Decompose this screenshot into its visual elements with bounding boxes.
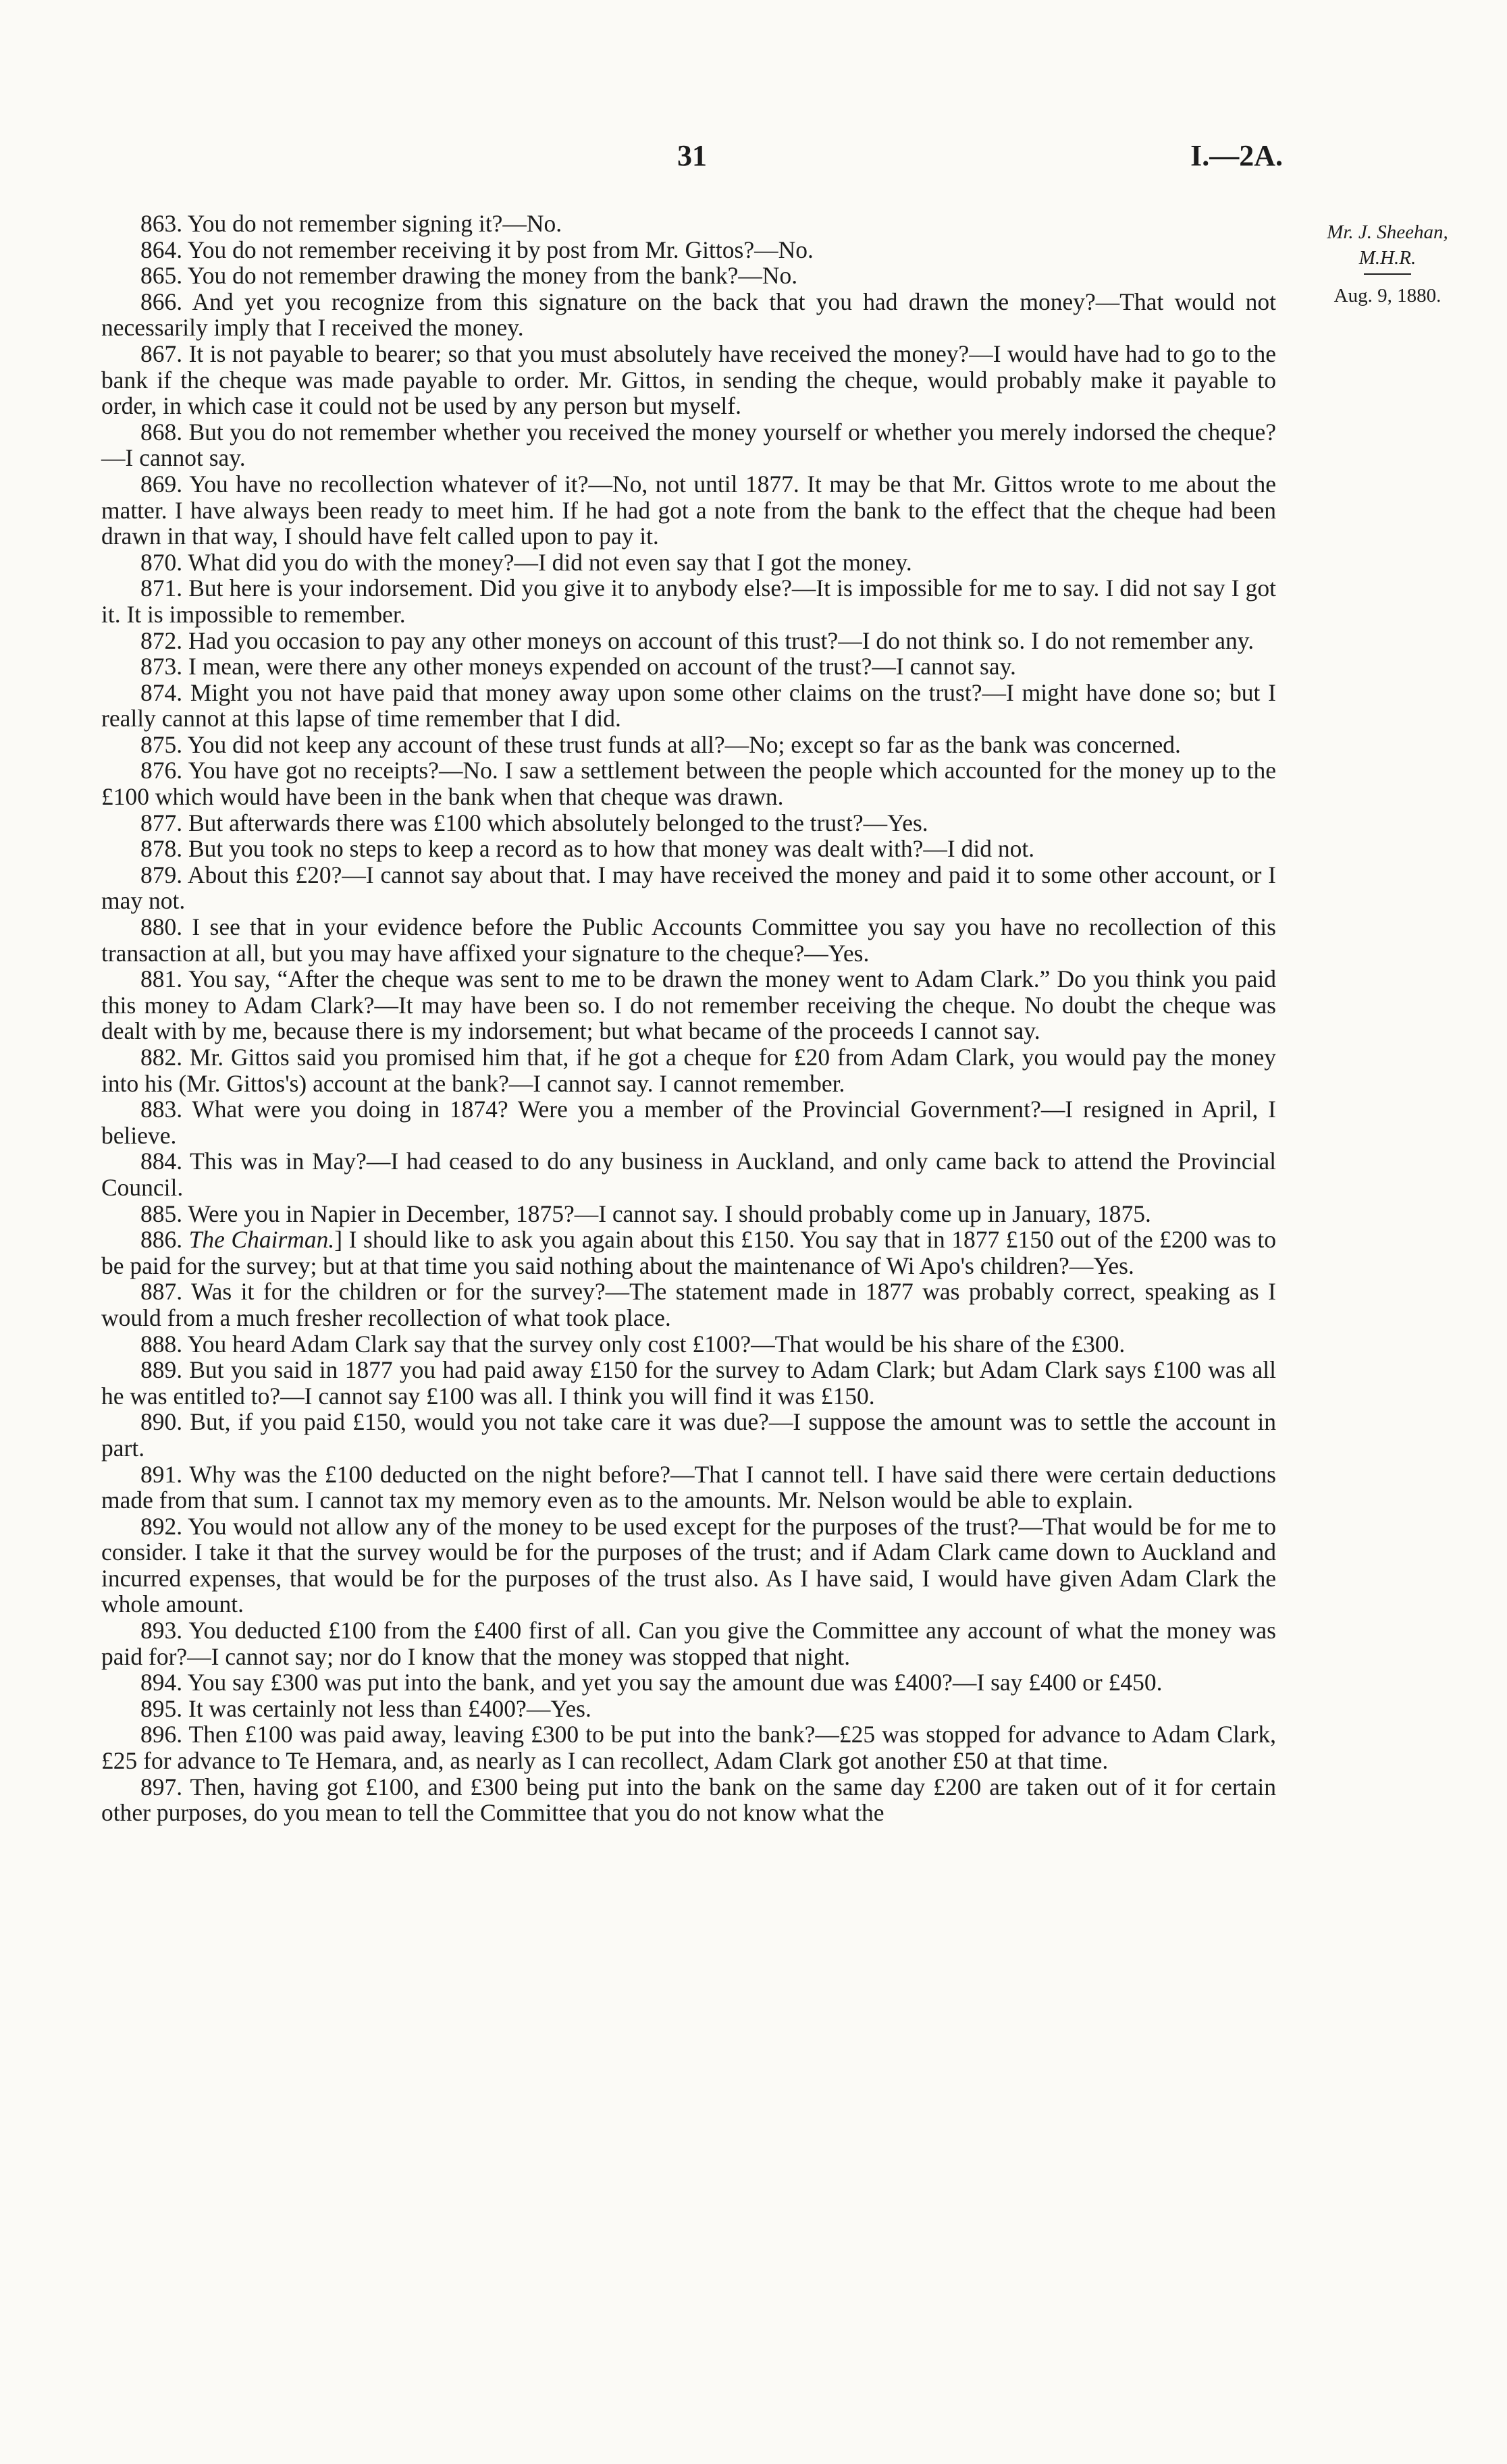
paragraph-893: 893. You deducted £100 from the £400 first of all. Can you give the Committee any account of what the money was paid for?—I cannot say; nor do I know that the money was stopped that night.: [101, 1617, 1276, 1670]
paragraph-882: 882. Mr. Gittos said you promised him that, if he got a cheque for £20 from Adam Clark, you would pay the money into his (Mr. Gittos's) account at the bank?—I cannot say. I cannot remember.: [101, 1044, 1276, 1097]
paragraph-880: 880. I see that in your evidence before the Public Accounts Committee you say you have no recollection of this transaction at all, but you may have affixed your signature to the cheque?—Yes.: [101, 913, 1276, 967]
body-text: [101, 211, 1276, 1826]
paragraph-881: 881. You say, “After the cheque was sent to me to be drawn the money went to Adam Clark.” Do you think you paid this money to Adam Clark?—It may have been so. I do not remember receiving the cheque. No doubt the cheque was dealt with by me, because there is my indorsement; but what became of the proceeds I cannot say.: [101, 965, 1276, 1045]
paragraph-886-text: ] I should like to ask you again about this £150. You say that in 1877 £150 out of the £200 was to be paid for the survey; but at that time you said nothing about the maintenance of Wi Apo's children?—Yes.: [101, 1226, 1276, 1279]
paragraph-867: 867. It is not payable to bearer; so that you must absolutely have received the money?—I would have had to go to the bank if the cheque was made payable to order. Mr. Gittos, in sending the cheque, would probably make it payable to order, in which case it could not be used by any person but myself.: [101, 340, 1276, 420]
paragraph-864: 864. You do not remember receiving it by post from Mr. Gittos?—No.: [140, 236, 814, 263]
paragraph-878: 878. But you took no steps to keep a record as to how that money was dealt with?—I did not.: [140, 835, 1035, 863]
margin-rule: [1364, 273, 1411, 275]
paragraph-887: 887. Was it for the children or for the survey?—The statement made in 1877 was probably correct, speaking as I would from a much fresher recollection of what took place.: [101, 1278, 1276, 1331]
paragraph-884: 884. This was in May?—I had ceased to do any business in Auckland, and only came back to attend the Provincial Council.: [101, 1148, 1276, 1201]
paragraph-890: 890. But, if you paid £150, would you not take care it was due?—I suppose the amount was to settle the account in part.: [101, 1408, 1276, 1462]
paragraph-868: 868. But you do not remember whether you received the money yourself or whether you merely indorsed the cheque?—I cannot say.: [101, 418, 1276, 472]
paragraph-874: 874. Might you not have paid that money away upon some other claims on the trust?—I might have done so; but I really cannot at this lapse of time remember that I did.: [101, 678, 1276, 732]
margin-note: [1286, 219, 1489, 309]
paragraph-869: 869. You have no recollection whatever of it?—No, not until 1877. It may be that Mr. Gittos wrote to me about the matter. I have always been ready to meet him. If he had got a note from the bank to the effect that the cheque had been drawn in that way, I should have felt called upon to pay it.: [101, 470, 1276, 550]
paragraph-895: 895. It was certainly not less than £400?—Yes.: [140, 1694, 591, 1722]
paragraph-872: 872. Had you occasion to pay any other moneys on account of this trust?—I do not think so. I do not remember any.: [140, 626, 1254, 654]
paragraph-870: 870. What did you do with the money?—I did not even say that I got the money.: [140, 548, 912, 576]
paragraph-866: 866. And yet you recognize from this signature on the back that you had drawn the money?—That would not necessarily imply that I received the money.: [101, 288, 1276, 342]
paragraph-883: 883. What were you doing in 1874? Were you a member of the Provincial Government?—I resigned in April, I believe.: [101, 1096, 1276, 1149]
paragraph-888: 888. You heard Adam Clark say that the survey only cost £100?—That would be his share of the £300.: [140, 1330, 1126, 1358]
paragraph-865: 865. You do not remember drawing the money from the bank?—No.: [140, 262, 798, 290]
paragraph-886: [101, 1227, 1276, 1279]
witness-date: Aug. 9, 1880.: [1333, 285, 1442, 306]
paragraph-879: 879. About this £20?—I cannot say about that. I may have received the money and paid it to some other account, or I may not.: [101, 861, 1276, 915]
page-reference: I.—2A.: [1190, 139, 1283, 172]
page-number: 31: [677, 139, 707, 172]
paragraph-876: 876. You have got no receipts?—No. I saw a settlement between the people which accounted for the money up to the £100 which would have been in the bank when that cheque was drawn.: [101, 757, 1276, 811]
paragraph-889: 889. But you said in 1877 you had paid away £150 for the survey to Adam Clark; but Adam Clark says £100 was all he was entitled to?—I cannot say £100 was all. I think you will find it was £150.: [101, 1356, 1276, 1410]
paragraph-885: 885. Were you in Napier in December, 1875?—I cannot say. I should probably come up in January, 1875.: [140, 1200, 1151, 1227]
paragraph-863: 863. You do not remember signing it?—No.: [140, 210, 562, 237]
paragraph-877: 877. But afterwards there was £100 which absolutely belonged to the trust?—Yes.: [140, 809, 928, 836]
paragraph-897: 897. Then, having got £100, and £300 being put into the bank on the same day £200 are taken out of it for certain other purposes, do you mean to tell the Committee that you do not know what the: [101, 1773, 1276, 1827]
witness-name: Mr. J. Sheehan,: [1327, 221, 1448, 243]
paragraph-873: 873. I mean, were there any other moneys expended on account of the trust?—I cannot say.: [140, 653, 1016, 680]
paragraph-875: 875. You did not keep any account of these trust funds at all?—No; except so far as the bank was concerned.: [140, 730, 1181, 758]
paragraph-896: 896. Then £100 was paid away, leaving £300 to be put into the bank?—£25 was stopped for advance to Adam Clark, £25 for advance to Te Hemara, and, as nearly as I can recollect, Adam Clark got another £50 at that time.: [101, 1721, 1276, 1775]
speaker-label: The Chairman.: [188, 1226, 335, 1254]
witness-title: M.H.R.: [1358, 247, 1417, 269]
paragraph-871: 871. But here is your indorsement. Did you give it to anybody else?—It is impossible for me to say. I did not say I got it. It is impossible to remember.: [101, 574, 1276, 628]
page-header: [101, 138, 1283, 179]
paragraph-894: 894. You say £300 was put into the bank, and yet you say the amount due was £400?—I say £400 or £450.: [140, 1669, 1163, 1696]
paragraph-892: 892. You would not allow any of the money to be used except for the purposes of the trust?—That would be for me to consider. I take it that the survey would be for the purposes of the trust; and if Adam Clark came down to Auckland and incurred expenses, that would be for the purposes of the trust also. As I have said, I would have given Adam Clark the whole amount.: [101, 1512, 1276, 1618]
paragraph-886-number: 886.: [140, 1226, 189, 1254]
paragraph-891: 891. Why was the £100 deducted on the night before?—That I cannot tell. I have said there were certain deductions made from that sum. I cannot tax my memory even as to the amounts. Mr. Nelson would be able to explain.: [101, 1460, 1276, 1514]
